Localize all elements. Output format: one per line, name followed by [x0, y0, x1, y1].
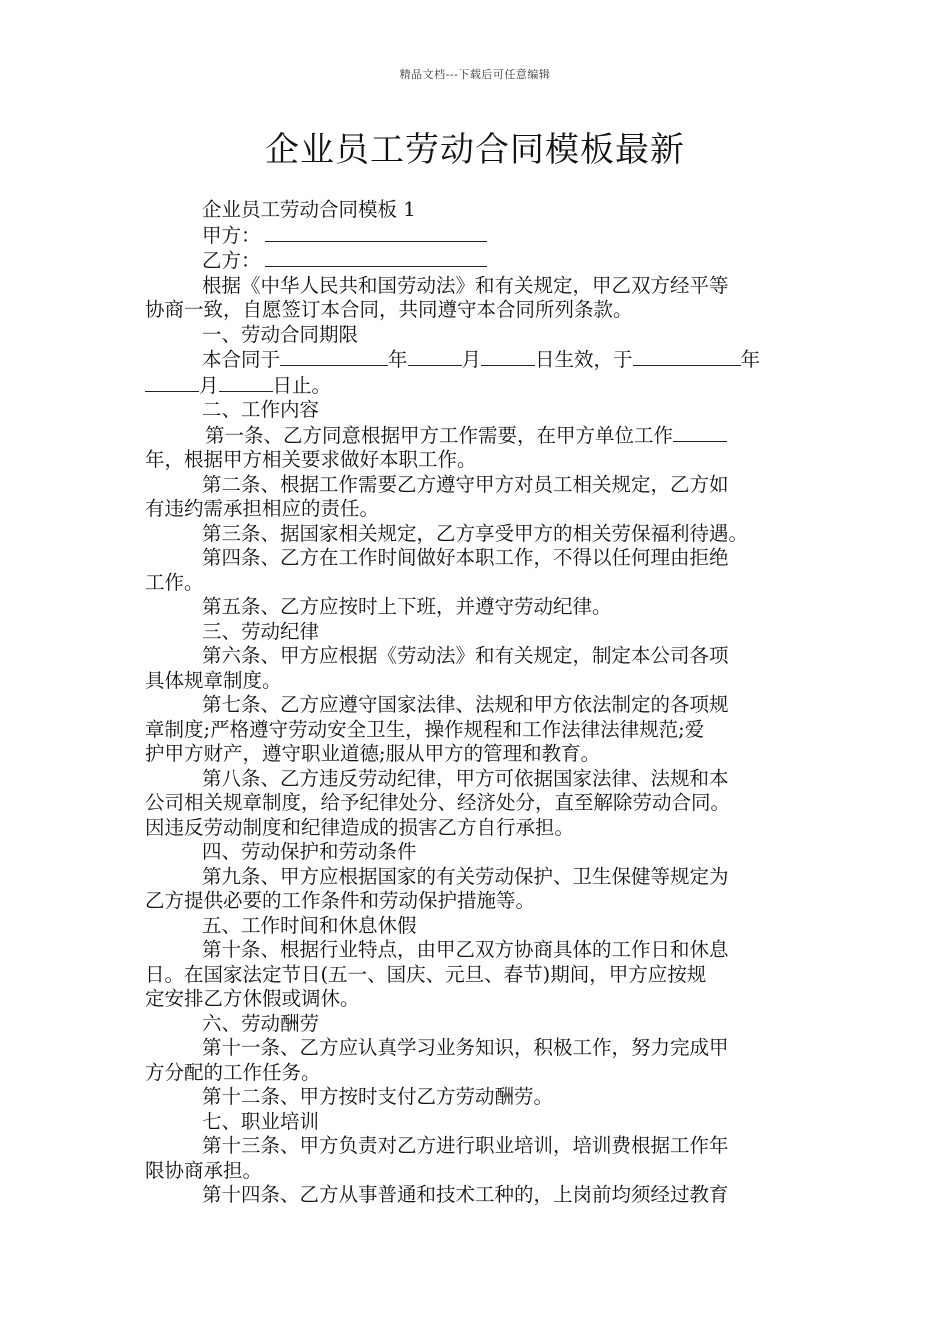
section-heading: 四、劳动保护和劳动条件: [202, 840, 417, 863]
article-text: 第一条、乙方同意根据甲方工作需要，在甲方单位工作: [205, 423, 674, 447]
contract-subtitle: 企业员工劳动合同模板 1: [202, 198, 416, 221]
document-body: [145, 198, 810, 1208]
paragraph-line: 第十二条、甲方按时支付乙方劳动酬劳。: [202, 1085, 554, 1108]
paragraph-line: 第十四条、乙方从事普通和技术工种的，上岗前均须经过教育: [202, 1183, 729, 1206]
paragraph-line: 第六条、甲方应根据《劳动法》和有关规定，制定本公司各项: [202, 644, 729, 667]
term-text: 年: [740, 348, 761, 371]
month-blank: [408, 347, 462, 366]
paragraph-line: 工作。: [145, 570, 204, 594]
term-line: [145, 347, 810, 373]
paragraph-line: 根据《中华人民共和国劳动法》和有关规定，甲乙双方经平等: [202, 273, 729, 297]
article-line: [145, 423, 810, 449]
term-line-end: [145, 373, 810, 399]
party-b-line: [145, 248, 810, 274]
paragraph-line: 护甲方财产，遵守职业道德;服从甲方的管理和教育。: [145, 742, 601, 765]
paragraph-line: 第九条、甲方应根据国家的有关劳动保护、卫生保健等规定为: [202, 864, 729, 888]
section-heading: 三、劳动纪律: [202, 619, 320, 643]
section-heading: 六、劳动酬劳: [202, 1011, 320, 1035]
year-blank: [280, 347, 388, 366]
section-heading: 一、劳动合同期限: [202, 322, 359, 346]
paragraph-line: 协商一致，自愿签订本合同，共同遵守本合同所列条款。: [145, 298, 633, 321]
paragraph-line: 第四条、乙方在工作时间做好本职工作，不得以任何理由拒绝: [202, 546, 729, 569]
term-text: 月: [461, 348, 482, 371]
paragraph-line: 第五条、乙方应按时上下班，并遵守劳动纪律。: [202, 595, 612, 618]
end-month-blank: [145, 373, 199, 392]
section-heading: 七、职业培训: [202, 1109, 320, 1133]
section-heading: 二、工作内容: [202, 398, 320, 421]
paragraph-line: 具体规章制度。: [145, 668, 282, 692]
party-b-blank: [265, 248, 487, 267]
document-title: 企业员工劳动合同模板最新: [265, 130, 685, 170]
term-text: 日生效，于: [535, 348, 633, 371]
term-text: 日止。: [272, 373, 332, 397]
end-day-blank: [219, 373, 273, 392]
paragraph-line: 限协商承担。: [145, 1158, 263, 1182]
paragraph-line: 第十一条、乙方应认真学习业务知识，积极工作，努力完成甲: [202, 1036, 729, 1059]
party-a-line: [145, 223, 810, 249]
paragraph-line: 乙方提供必要的工作条件和劳动保护措施等。: [145, 889, 536, 912]
paragraph-line: 方分配的工作任务。: [145, 1060, 321, 1084]
section-heading: 五、工作时间和休息休假: [202, 913, 417, 937]
paragraph-line: 年，根据甲方相关要求做好本职工作。: [145, 448, 477, 471]
day-blank: [481, 347, 535, 366]
paragraph-line: 第二条、根据工作需要乙方遵守甲方对员工相关规定，乙方如: [202, 472, 729, 496]
paragraph-line: 第三条、据国家相关规定，乙方享受甲方的相关劳保福利待遇。: [202, 521, 749, 545]
party-a-label: 甲方：: [202, 223, 261, 247]
paragraph-line: 日。在国家法定节日(五一、国庆、元旦、春节)期间，甲方应按规: [145, 962, 707, 986]
paragraph-line: 第八条、乙方违反劳动纪律，甲方可依据国家法律、法规和本: [202, 766, 729, 790]
paragraph-line: 因违反劳动制度和纪律造成的损害乙方自行承担。: [145, 815, 575, 839]
paragraph-line: 第七条、乙方应遵守国家法律、法规和甲方依法制定的各项规: [202, 693, 729, 716]
paragraph-line: 第十三条、甲方负责对乙方进行职业培训，培训费根据工作年: [202, 1134, 729, 1157]
party-a-blank: [265, 223, 487, 242]
work-years-blank: [673, 423, 727, 442]
paragraph-line: 章制度;严格遵守劳动安全卫生，操作规程和工作法律法律规范;爱: [145, 717, 705, 741]
term-text: 月: [199, 373, 219, 397]
paragraph-line: 有违约需承担相应的责任。: [145, 497, 380, 520]
paragraph-line: 第十条、根据行业特点，由甲乙双方协商具体的工作日和休息: [202, 938, 729, 961]
term-text: 年: [388, 348, 408, 371]
term-text: 本合同于: [202, 348, 281, 371]
paragraph-line: 定安排乙方休假或调休。: [145, 987, 360, 1010]
header-note: 精品文档---下载后可任意编辑: [399, 68, 551, 81]
paragraph-line: 公司相关规章制度，给予纪律处分、经济处分，直至解除劳动合同。: [145, 791, 731, 814]
end-year-blank: [633, 347, 741, 366]
party-b-label: 乙方：: [202, 249, 261, 272]
